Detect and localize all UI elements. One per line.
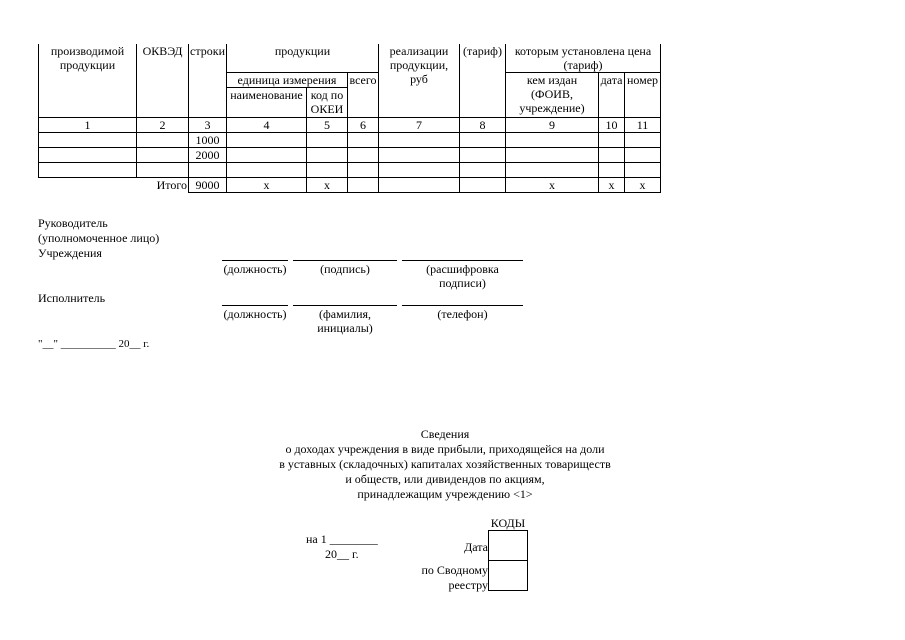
header-unit-name: наименование <box>227 88 307 118</box>
phone-caption: (телефон) <box>437 307 488 321</box>
column-number-6: 6 <box>348 118 379 133</box>
signature-caption: (подпись) <box>320 262 370 276</box>
products-table <box>38 44 661 193</box>
column-number-7: 7 <box>379 118 460 133</box>
column-number-8: 8 <box>460 118 506 133</box>
header-product-group: продукции <box>227 44 379 73</box>
table-cell <box>460 163 506 178</box>
table-cell <box>307 148 348 163</box>
header-date: дата <box>599 73 625 118</box>
table-cell <box>227 133 307 148</box>
header-number: номер <box>625 73 661 118</box>
header-okved: ОКВЭД <box>137 44 189 118</box>
table-row <box>39 148 661 163</box>
table-cell: х <box>227 178 307 193</box>
table-cell <box>460 148 506 163</box>
table-cell <box>625 148 661 163</box>
table-cell <box>348 148 379 163</box>
table-cell <box>506 133 599 148</box>
date-code-label: Дата <box>464 540 488 554</box>
table-cell <box>599 133 625 148</box>
position-line <box>222 260 288 261</box>
name-caption: (фамилия, инициалы) <box>317 307 373 335</box>
executor-label: Исполнитель <box>38 291 106 305</box>
column-numbers-row <box>39 118 661 133</box>
table-cell <box>460 178 506 193</box>
header-issued-by: кем издан (ФОИВ, учреждение) <box>506 73 599 118</box>
column-number-3: 3 <box>189 118 227 133</box>
table-cell <box>506 148 599 163</box>
position-line-2 <box>222 305 288 306</box>
codes-table <box>488 516 528 591</box>
form-subtitle-line3: и обществ, или дивидендов по акциям, <box>345 472 545 486</box>
table-cell <box>379 133 460 148</box>
form-subtitle-line4: принадлежащим учреждению <1> <box>357 487 533 501</box>
registry-code-cell <box>489 561 528 591</box>
column-number-11: 11 <box>625 118 661 133</box>
table-cell <box>348 163 379 178</box>
column-number-9: 9 <box>506 118 599 133</box>
table-cell: х <box>506 178 599 193</box>
header-sales: реализации продукции, руб <box>379 44 460 118</box>
column-number-10: 10 <box>599 118 625 133</box>
table-cell <box>379 148 460 163</box>
table-cell: х <box>625 178 661 193</box>
column-number-1: 1 <box>39 118 137 133</box>
decoding-line <box>402 260 523 261</box>
table-cell <box>625 163 661 178</box>
table-cell <box>506 163 599 178</box>
table-cell <box>39 148 137 163</box>
name-line <box>293 305 397 306</box>
registry-code-label-line2: реестру <box>448 578 488 592</box>
head-label-line1: Руководитель <box>38 216 108 230</box>
header-row-code: строки <box>189 44 227 118</box>
head-label-line2: (уполномоченное лицо) <box>38 231 160 245</box>
form-subtitle-line1: о доходах учреждения в виде прибыли, приходящейся на доли <box>285 442 605 456</box>
table-cell <box>137 133 189 148</box>
table-cell <box>599 163 625 178</box>
table-cell <box>307 133 348 148</box>
signature-line <box>293 260 397 261</box>
table-cell <box>307 163 348 178</box>
as-of-date-line2: 20__ г. <box>325 547 359 561</box>
table-cell: х <box>599 178 625 193</box>
form-title: Сведения <box>420 427 470 441</box>
header-price-set-by: которым установлена цена (тариф) <box>506 44 661 73</box>
decoding-caption: (расшифровка подписи) <box>426 262 499 290</box>
table-cell <box>39 178 137 193</box>
date-code-cell <box>489 531 528 561</box>
table-cell <box>599 148 625 163</box>
table-cell: 9000 <box>189 178 227 193</box>
header-unit: единица измерения <box>227 73 348 88</box>
table-cell: 1000 <box>189 133 227 148</box>
table-cell <box>137 148 189 163</box>
header-product: производимой продукции <box>39 44 137 118</box>
position-caption: (должность) <box>223 262 287 276</box>
table-cell: х <box>307 178 348 193</box>
as-of-date-line1: на 1 ________ <box>306 532 378 546</box>
table-cell <box>227 148 307 163</box>
date-line: "__" __________ 20__ г. <box>38 338 150 350</box>
header-okei-code: код по ОКЕИ <box>307 88 348 118</box>
column-number-5: 5 <box>307 118 348 133</box>
table-cell <box>460 133 506 148</box>
column-number-2: 2 <box>137 118 189 133</box>
position-caption-2: (должность) <box>223 307 287 321</box>
table-cell <box>39 133 137 148</box>
table-cell <box>625 133 661 148</box>
form-subtitle-line2: в уставных (складочных) капиталах хозяйственных товариществ <box>279 457 611 471</box>
table-cell <box>348 133 379 148</box>
table-cell <box>39 163 137 178</box>
registry-code-label-line1: по Сводному <box>421 563 488 577</box>
column-number-4: 4 <box>227 118 307 133</box>
table-cell <box>189 163 227 178</box>
table-row <box>39 163 661 178</box>
phone-line <box>402 305 523 306</box>
table-cell <box>348 178 379 193</box>
table-cell: 2000 <box>189 148 227 163</box>
codes-header: КОДЫ <box>489 516 528 531</box>
table-row <box>39 133 661 148</box>
table-cell <box>379 178 460 193</box>
head-label-line3: Учреждения <box>38 246 102 260</box>
header-tariff: (тариф) <box>460 44 506 118</box>
table-cell <box>227 163 307 178</box>
table-cell <box>379 163 460 178</box>
table-row-total <box>39 178 661 193</box>
table-cell: Итого <box>137 178 189 193</box>
table-cell <box>137 163 189 178</box>
header-total: всего <box>348 73 379 118</box>
